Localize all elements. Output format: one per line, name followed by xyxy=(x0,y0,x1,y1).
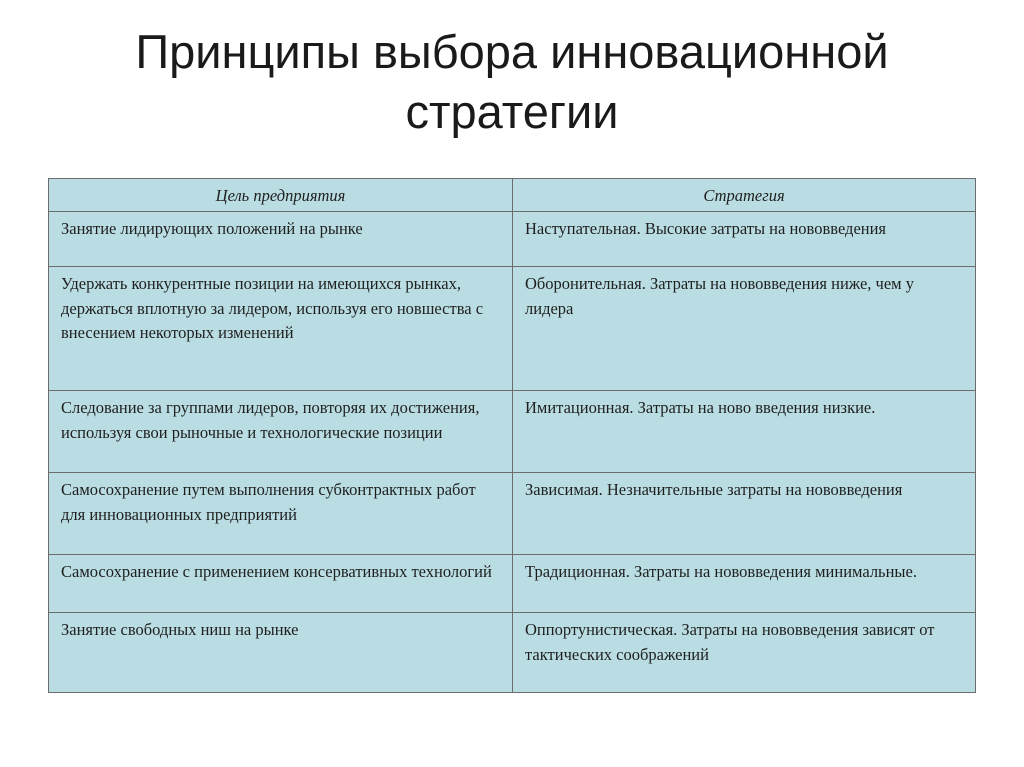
goal-cell: Занятие лидирующих положений на рынке xyxy=(49,212,513,267)
header-goal: Цель предприятия xyxy=(49,179,513,212)
table-row xyxy=(49,267,976,391)
table-row xyxy=(49,555,976,613)
strategy-cell: Оборонительная. Затраты на нововведения ниже, чем у лидера xyxy=(513,267,976,391)
strategy-table xyxy=(48,178,976,693)
strategy-cell: Традиционная. Затраты на нововведения минимальные. xyxy=(513,555,976,613)
slide-title-line-2: стратегии xyxy=(405,85,619,138)
goal-cell: Удержать конкурентные позиции на имеющихся рынках, держаться вплотную за лидером, используя его новшества с внесением некоторых изменений xyxy=(49,267,513,391)
table-row xyxy=(49,613,976,693)
table-row xyxy=(49,212,976,267)
goal-cell: Следование за группами лидеров, повторяя их достижения, используя свои рыночные и технологические позиции xyxy=(49,391,513,473)
goal-cell: Самосохранение путем выполнения субконтрактных работ для инновационных предприятий xyxy=(49,473,513,555)
goal-cell: Самосохранение с применением консервативных технологий xyxy=(49,555,513,613)
strategy-cell: Оппортунистическая. Затраты на нововведения зависят от тактических соображений xyxy=(513,613,976,693)
slide-title-line-1: Принципы выбора инновационной xyxy=(135,25,889,78)
strategy-cell: Наступательная. Высокие затраты на нововведения xyxy=(513,212,976,267)
goal-cell: Занятие свободных ниш на рынке xyxy=(49,613,513,693)
strategy-cell: Зависимая. Незначительные затраты на нововведения xyxy=(513,473,976,555)
table-row xyxy=(49,391,976,473)
strategy-cell: Имитационная. Затраты на ново введения низкие. xyxy=(513,391,976,473)
table-header-row xyxy=(49,179,976,212)
table-row xyxy=(49,473,976,555)
slide-title xyxy=(40,22,984,142)
header-strategy: Стратегия xyxy=(513,179,976,212)
